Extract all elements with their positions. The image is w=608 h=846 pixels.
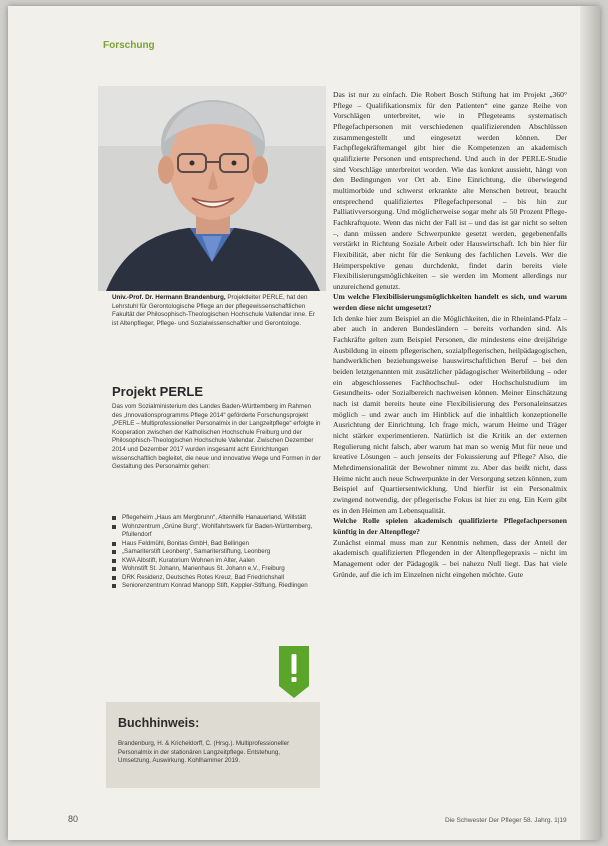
book-heading: Buchhinweis: (118, 716, 200, 730)
list-item: Wohnstift St. Johann, Marienhaus St. Johann e.V., Freiburg (112, 565, 322, 574)
perle-heading: Projekt PERLE (112, 384, 204, 399)
list-item: Seniorenzentrum Konrad Manopp Stift, Keppler-Stiftung, Riedlingen (112, 582, 322, 591)
magazine-page (8, 6, 600, 840)
article-paragraph: Ich denke hier zum Beispiel an die Möglichkeiten, die in Rheinland-Pfalz – aber auch in anderen Bundesländern – bereits vorhanden sind. Als Fachkräfte gelten zum Beispiel Personen, die mindestens eine dreijährige Ausbildung in einem pflegerischen, sozialpflegerischen, heilpädagogischen, handwerklichen beziehungsweise hauswirtschaftlichen Beruf – bei den beiden letztgenannten mit zusätzlicher pädagogischer Weiterbildung – oder ein abgeschlossenes Fachhochschul- oder Hochschulstudium im Gesundheits- oder Sozialbereich nachweisen können. Meiner Einschätzung nach ist damit bereits heute eine Flexibilisierung des Personaleinsatzes möglich – und zwar auch im Hinblick auf die inhaltlich konzeptionelle Ausrichtung der Einrichtung. Ich frage mich, warum Heime und Träger nicht stärker experimentieren. Natürlich ist die Kritik an der externen Regulierung nicht falsch, aber warum hat man so wenig Mut für neue und kreative Lösungen – auch jenseits der Fokussierung auf Pflege? Also, die Mehrdimensionalität der Bewohner nimmt zu. Aber das heißt nicht, dass Heime nicht auch neue Schwerpunkte in der Versorgung setzen können, zum Beispiel auf Quartiersentwicklung. Und hierfür ist ein Personalmix zwingend notwendig, der pflegerische Fokus ist hier zu eng. Ein Kern gibt es in den Heimen am Lebensqualität. (333, 313, 567, 515)
photo-caption (112, 294, 320, 328)
interview-question: Um welche Flexibilisierungsmöglichkeiten handelt es sich, und warum werden diese nicht umgesetzt? (333, 292, 567, 313)
article-column (333, 90, 567, 580)
partner-list (112, 514, 322, 591)
list-item: Pflegeheim „Haus am Mergbrunn“, Altenhilfe Hanauerland, Willstätt (112, 514, 322, 523)
book-reference-box (106, 702, 320, 788)
page-number: 80 (68, 814, 79, 824)
list-item: Wohnzentrum „Grüne Burg“, Wohlfahrtswerk für Baden-Württemberg, Pfullendorf (112, 523, 322, 540)
portrait-illustration (98, 86, 326, 291)
article-paragraph: Das ist nur zu einfach. Die Robert Bosch Stiftung hat im Projekt „360° Pflege – Qualifikationsmix für den Patienten“ eine ganze Reihe von Vorschlägen unterbreitet, wie in Pflegeteams systematisch Pflegefachpersonen mit verschiedenen qualifizierenden Abschlüssen zusammengestellt und eingesetzt werden können. Der Fachpflegekräftemangel gibt hier die Kompetenzen an akademisch qualifizierte Personen und entsprechend. Und auch in der PERLE-Studie sind Vorschläge unterbreitet worden. Wie das konkret aussieht, hängt von den Bedingungen vor Ort ab. Eine Einrichtung, die überwiegend multimorbide und schwerst erkrankte alte Menschen betreut, braucht entsprechend qualifiziertes Pflegefachpersonal – bis hin zur Palliativversorgung. Und möglicherweise sogar mehr als 50 Prozent Pflege-Fachkraftquote. Wenn das nicht der Fall ist – und das ist gar nicht so selten –, dann müssen andere Schwerpunkte gesetzt werden, gegebenenfalls verstärkt in Richtung Soziale Arbeit oder Hauswirtschaft. Ich bin hier für Flexibilität, aber nicht für die Senkung des fachlichen Levels. Wer die Heimperspektive genau durchdenkt, findet darin bereits viele Flexibilisierungsmöglichkeiten – sie werden im Moment allerdings nur unzureichend genutzt. (333, 90, 567, 291)
list-item: KWA Albstift, Kuratorium Wohnen im Alter, Aalen (112, 557, 322, 566)
publication-footer: Die Schwester Der Pfleger 58. Jahrg. 1|19 (445, 817, 567, 824)
section-label: Forschung (103, 40, 155, 51)
exclamation-icon (279, 646, 309, 698)
list-item: „Samariterstift Leonberg“, Samariterstiftung, Leonberg (112, 548, 322, 557)
interview-question: Welche Rolle spielen akademisch qualifizierte Pflegefachpersonen künftig in der Altenpflege? (333, 516, 567, 536)
page-spine-shadow (580, 6, 600, 840)
list-item: Haus Feldmühl, Bonitas GmbH, Bad Bellingen (112, 540, 322, 549)
caption-text: Projektleiter PERLE, hat den Lehrstuhl für Gerontologische Pflege an der pflegewissenschaftlichen Fakultät der Philosophisch-Theologischen Hochschule Vallendar inne. Er ist Altenpfleger, Pflege- und Sozialwissenschaftler und Gerontologe. (112, 294, 315, 327)
article-paragraph: Zunächst einmal muss man zur Kenntnis nehmen, dass der Anteil der akademisch qualifizierten Pflegenden in der Altenpflegepraxis – nicht im Management oder der Pädagogik – bei nahezu Null liegt. Das hat viele Gründe, auf die ich im Einzelnen nicht eingehen möchte. Gute (333, 537, 567, 579)
book-citation: Brandenburg, H. & Kricheldorff, C. (Hrsg.). Multiprofessioneller Personalmix in der stationären Langzeitpflege. Entstehung, Umsetzung, Auswirkung. Kohlhammer 2019. (118, 740, 290, 765)
list-item: DRK Residenz, Deutsches Rotes Kreuz, Bad Friedrichshall (112, 574, 322, 583)
caption-name: Univ.-Prof. Dr. Hermann Brandenburg, (112, 294, 226, 301)
author-portrait (98, 86, 326, 291)
perle-description: Das vom Sozialministerium des Landes Baden-Württemberg im Rahmen des „Innovationsprogramms Pflege 2014“ geförderte Forschungsprojekt „PERLE – Multiprofessioneller Personalmix in der Langzeitpflege“ erfolgte in Kooperation zwischen der Katholischen Hochschule Freiburg und der Philosophisch-Theologischen Hochschule Vallendar. Zwischen Dezember 2014 und Dezember 2017 wurden insgesamt acht Einrichtungen wissenschaftlich begleitet, die neue und innovative Wege und Formen in der Gestaltung des Personalmix gehen: (112, 403, 321, 471)
